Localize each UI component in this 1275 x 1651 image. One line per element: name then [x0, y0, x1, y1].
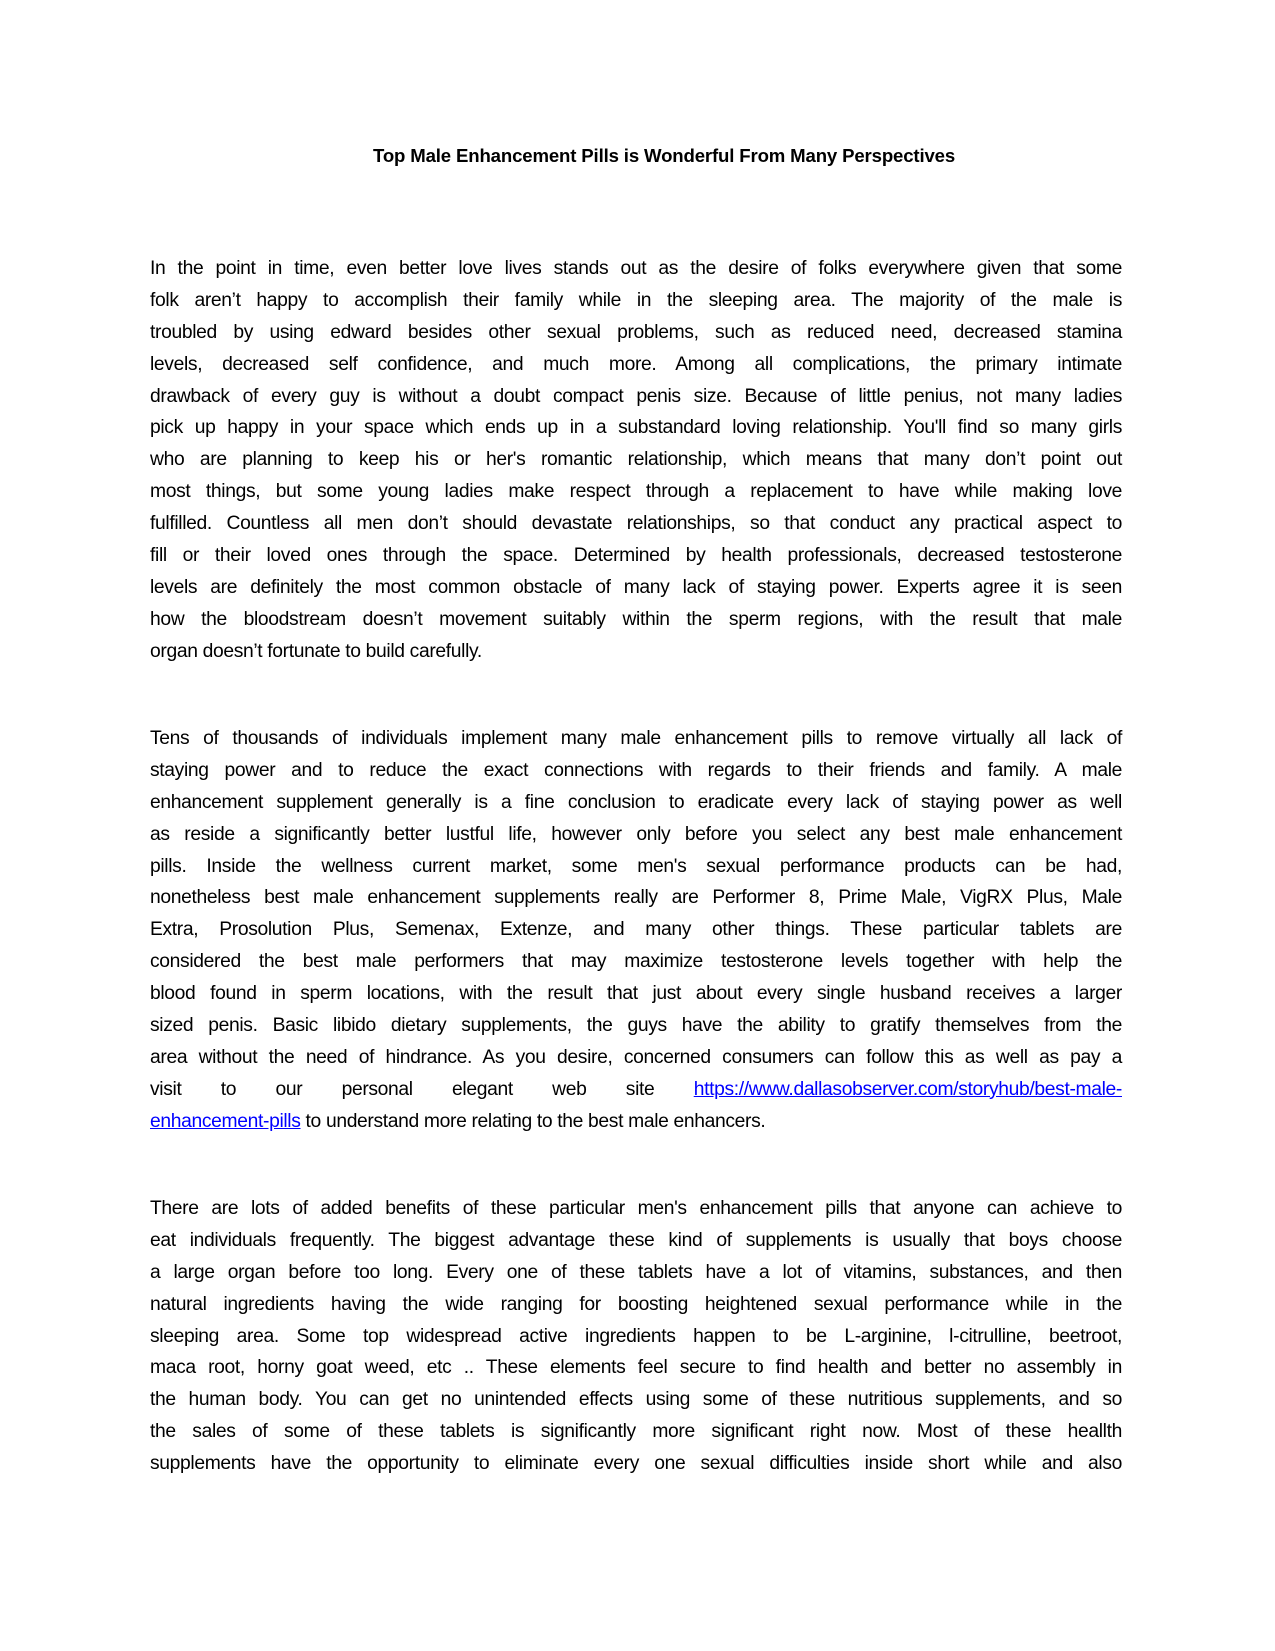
text-line: considered the best male performers that may maximize testosterone levels together with help the: [150, 951, 1122, 973]
paragraph-2: [150, 723, 1122, 1138]
text-line: who are planning to keep his or her's romantic relationship, which means that many don’t point out: [150, 449, 1122, 471]
text-line: sleeping area. Some top widespread active ingredients happen to be L-arginine, l-citrulline, beetroot,: [150, 1325, 1122, 1347]
text-line: In the point in time, even better love lives stands out as the desire of folks everywhere given that some: [150, 258, 1122, 279]
text-line: pills. Inside the wellness current market, some men's sexual performance products can be had,: [150, 855, 1122, 877]
text-line: folk aren’t happy to accomplish their family while in the sleeping area. The majority of the male is: [150, 289, 1122, 311]
text-line: most things, but some young ladies make respect through a replacement to have while making love: [150, 481, 1122, 503]
link-suffix: to understand more relating to the best male enhancers.: [300, 1110, 766, 1132]
text-line: how the bloodstream doesn’t movement suitably within the sperm regions, with the result that male: [150, 608, 1122, 630]
website-link-continued[interactable]: enhancement-pills: [150, 1110, 301, 1132]
text-line: staying power and to reduce the exact connections with regards to their friends and family. A male: [150, 759, 1122, 781]
text-line: area without the need of hindrance. As you desire, concerned consumers can follow this as well as pay a: [150, 1046, 1122, 1068]
text-line: levels, decreased self confidence, and much more. Among all complications, the primary intimate: [150, 353, 1122, 375]
text-line: levels are definitely the most common obstacle of many lack of staying power. Experts agree it is seen: [150, 576, 1122, 598]
text-line: troubled by using edward besides other sexual problems, such as reduced need, decreased stamina: [150, 321, 1122, 343]
text-line: There are lots of added benefits of these particular men's enhancement pills that anyone can achieve to: [150, 1198, 1122, 1219]
text-line-with-link: [150, 1106, 1122, 1138]
text-line: sized penis. Basic libido dietary supplements, the guys have the ability to gratify themselves from the: [150, 1015, 1122, 1037]
text-line: enhancement supplement generally is a fine conclusion to eradicate every lack of staying power as well: [150, 791, 1122, 813]
text-line-with-link: [150, 1074, 1122, 1106]
document-title: Top Male Enhancement Pills is Wonderful From Many Perspectives: [373, 145, 956, 166]
text-line: supplements have the opportunity to eliminate every one sexual difficulties inside short while and also: [150, 1453, 1122, 1475]
text-line: Tens of thousands of individuals implement many male enhancement pills to remove virtually all lack of: [150, 728, 1122, 749]
text-line: the sales of some of these tablets is significantly more significant right now. Most of these heallth: [150, 1421, 1122, 1443]
paragraph-1: [150, 253, 1122, 668]
text-line: nonetheless best male enhancement supplements really are Performer 8, Prime Male, VigRX Plus, Male: [150, 887, 1122, 909]
text-line: fulfilled. Countless all men don’t should devastate relationships, so that conduct any practical aspect to: [150, 513, 1122, 535]
text-line: Extra, Prosolution Plus, Semenax, Extenze, and many other things. These particular tablets are: [150, 919, 1122, 941]
text-line: eat individuals frequently. The biggest advantage these kind of supplements is usually that boys choose: [150, 1229, 1122, 1251]
text-line: maca root, horny goat weed, etc .. These elements feel secure to find health and better no assembly in: [150, 1357, 1122, 1379]
text-line: the human body. You can get no unintended effects using some of these nutritious supplements, and so: [150, 1389, 1122, 1411]
text-line: a large organ before too long. Every one of these tablets have a lot of vitamins, substances, and then: [150, 1261, 1122, 1283]
link-prefix: visit to our personal elegant web site: [150, 1078, 655, 1100]
text-line: blood found in sperm locations, with the result that just about every single husband receives a larger: [150, 983, 1122, 1005]
paragraph-3: [150, 1193, 1122, 1480]
text-line: natural ingredients having the wide ranging for boosting heightened sexual performance while in the: [150, 1293, 1122, 1315]
text-line: organ doesn’t fortunate to build carefully.: [150, 640, 482, 662]
text-line: drawback of every guy is without a doubt compact penis size. Because of little penius, not many ladies: [150, 385, 1122, 407]
text-line: pick up happy in your space which ends up in a substandard loving relationship. You'll find so many girls: [150, 417, 1122, 439]
text-line: as reside a significantly better lustful life, however only before you select any best male enhancement: [150, 823, 1122, 845]
text-line: fill or their loved ones through the space. Determined by health professionals, decreased testosterone: [150, 545, 1122, 567]
website-link[interactable]: https://www.dallasobserver.com/storyhub/best-male-: [693, 1078, 1122, 1100]
